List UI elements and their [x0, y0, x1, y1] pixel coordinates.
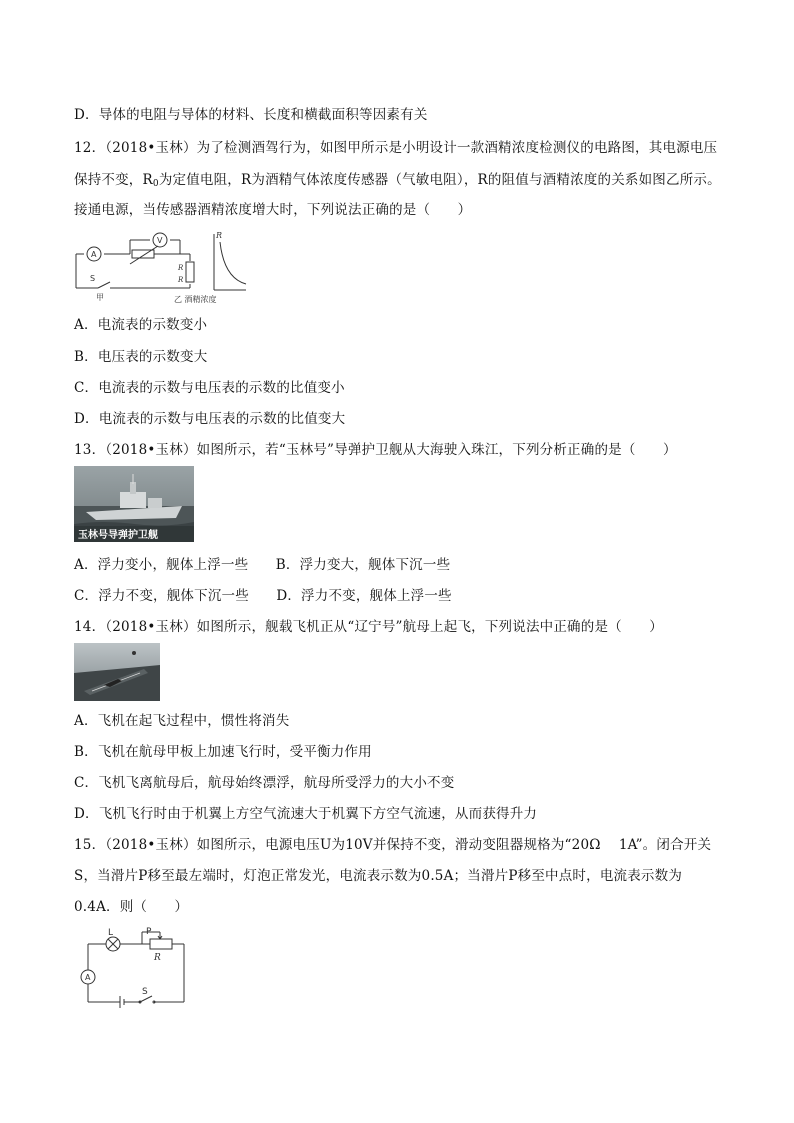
q15-circuit-figure	[76, 924, 194, 1014]
q15-ammeter-label: A	[85, 973, 91, 982]
q12-switch-label: S	[90, 274, 96, 283]
q14-option-b: B．飞机在航母甲板上加速飞行时，受平衡力作用	[74, 744, 372, 760]
q12-fixed-resistor-label: R	[178, 276, 184, 284]
q12-circuit-figure	[70, 226, 250, 306]
q13-options-row2: C．浮力不变，舰体下沉一些 D．浮力不变，舰体上浮一些	[74, 588, 452, 604]
q15-switch-label: S	[142, 987, 148, 997]
q15-slider-label: P	[146, 927, 152, 937]
q13-photo-caption: 玉林号导弹护卫舰	[78, 530, 158, 541]
q15-rheostat-label: R	[154, 953, 161, 963]
q11-option-d: D．导体的电阻与导体的材料、长度和横截面积等因素有关	[74, 107, 428, 123]
q13-options-row1: A．浮力变小，舰体上浮一些 B．浮力变大，舰体下沉一些	[74, 557, 451, 573]
q15-stem-line3: 0.4A．则（ ）	[74, 899, 189, 915]
q14-option-c: C．飞机飞离航母后，航母始终漂浮，航母所受浮力的大小不变	[74, 775, 455, 791]
q12-stem-line1: 12．（2018•玉林）为了检测酒驾行为，如图甲所示是小明设计一款酒精浓度检测仪的电路图，其电源电压	[74, 140, 718, 156]
q12-option-d: D．电流表的示数与电压表的示数的比值变大	[74, 411, 346, 427]
q13-stem: 13．（2018•玉林）如图所示，若“玉林号”导弹护卫舰从大海驶入珠江，下列分析正确的是（ ）	[74, 442, 677, 458]
q14-option-d: D．飞机飞行时由于机翼上方空气流速大于机翼下方空气流速，从而获得升力	[74, 806, 538, 822]
q12-option-b: B．电压表的示数变大	[74, 349, 208, 365]
q14-stem: 14．（2018•玉林）如图所示，舰载飞机正从“辽宁号”航母上起飞，下列说法中正确的是（ ）	[74, 619, 663, 635]
q12-option-c: C．电流表的示数与电压表的示数的比值变小	[74, 380, 345, 396]
q12-caption-left: 甲	[96, 293, 104, 302]
q12-voltmeter-label: V	[157, 236, 163, 245]
q12-graph-caption: 乙 酒精浓度	[174, 295, 217, 304]
q14-carrier-photo	[74, 643, 160, 701]
q15-lamp-label: L	[108, 928, 114, 938]
q12-sensor-label: R	[178, 264, 184, 272]
q12-stem-line3: 接通电源，当传感器酒精浓度增大时，下列说法正确的是（ ）	[74, 202, 472, 218]
q12-option-a: A．电流表的示数变小	[74, 317, 208, 333]
q14-option-a: A．飞机在起飞过程中，惯性将消失	[74, 713, 290, 729]
q12-ammeter-label: A	[91, 250, 97, 259]
q12-stem-line2: 保持不变，$R_0$为定值电阻，R为酒精气体浓度传感器（气敏电阻），R的阻值与酒精浓度的关系如图乙所示。	[74, 172, 721, 189]
q15-stem-line2: S，当滑片P移至最左端时，灯泡正常发光，电流表示数为0.5A；当滑片P移至中点时，电流表示数为	[74, 868, 683, 884]
q12-graph-ylabel: R	[216, 231, 223, 240]
q15-stem-line1: 15．（2018•玉林）如图所示，电源电压U为10V并保持不变，滑动变阻器规格为“20Ω 1A”。闭合开关	[74, 837, 712, 853]
q13-warship-photo	[74, 466, 194, 542]
